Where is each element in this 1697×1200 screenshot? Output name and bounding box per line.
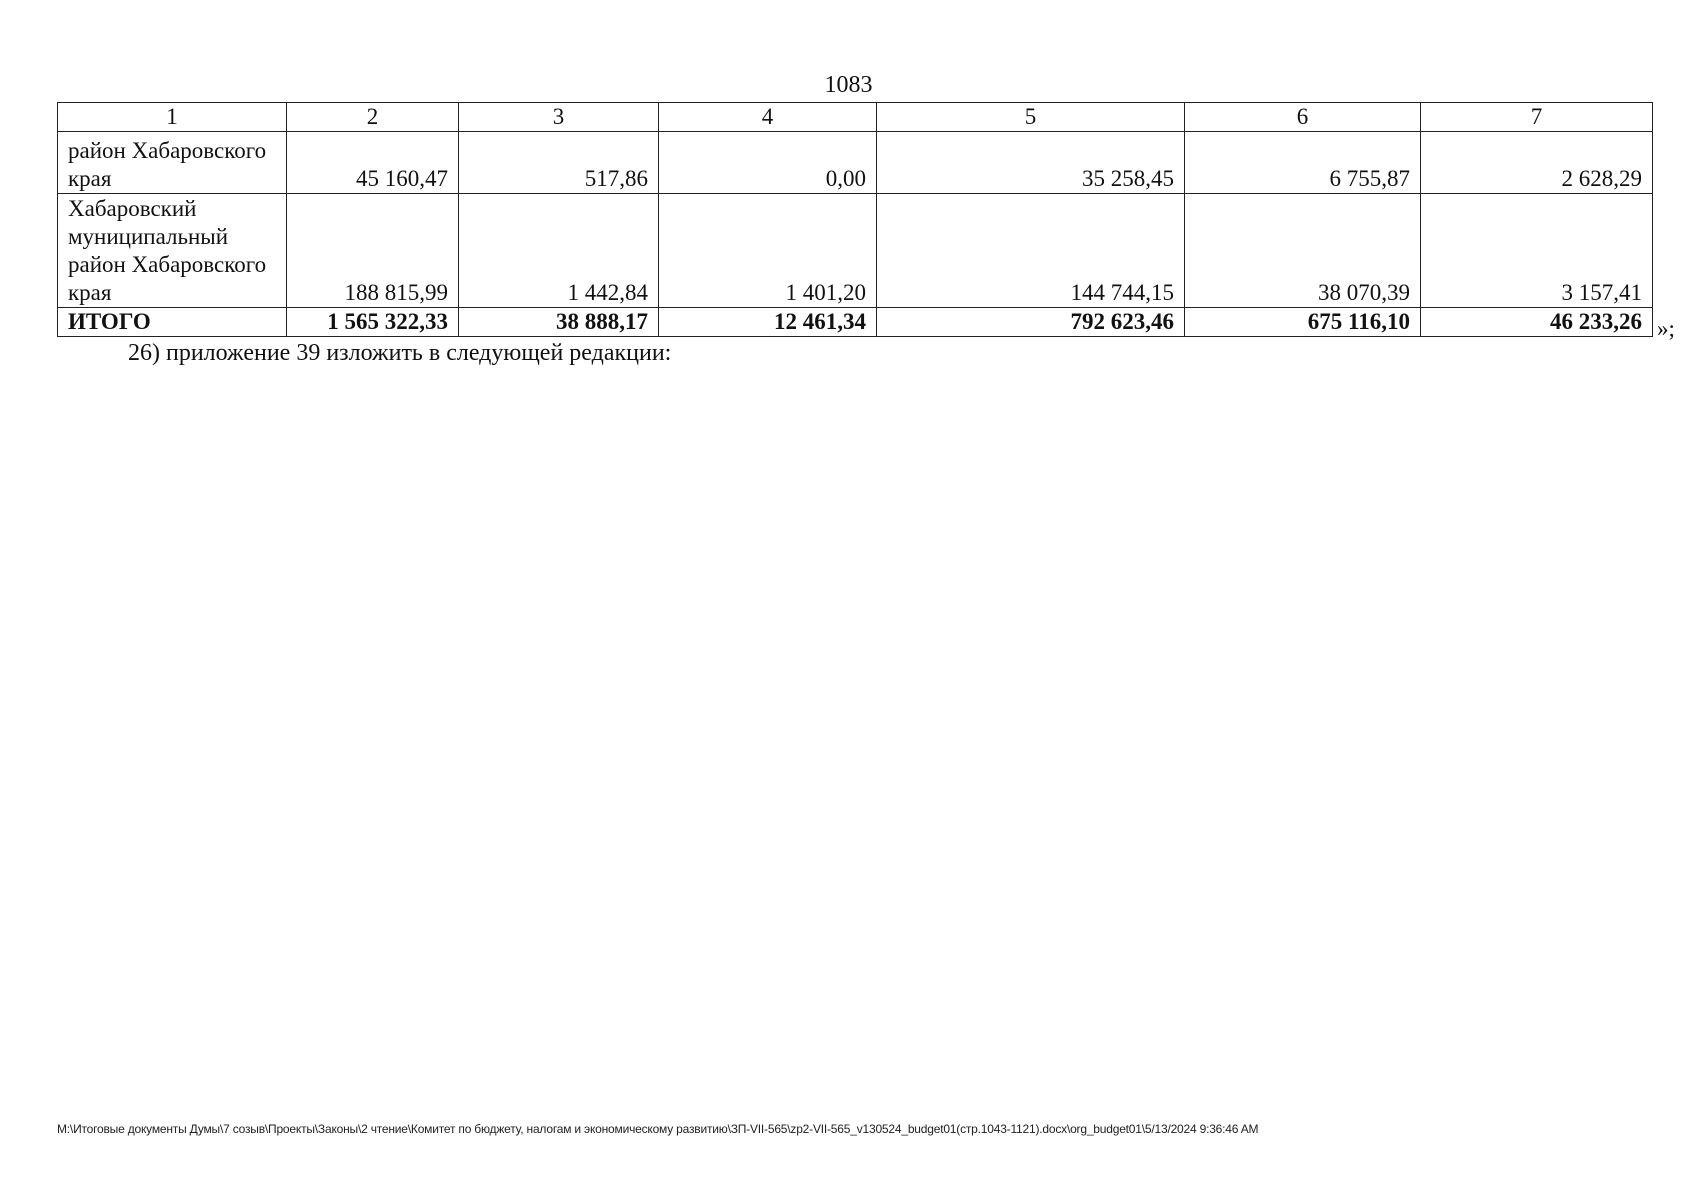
total-cell: 38 888,17: [459, 308, 659, 337]
table-cell: 1 401,20: [659, 194, 877, 308]
table-row: [58, 132, 1653, 194]
page-number: 1083: [824, 72, 873, 98]
row-name: район Хабаровского края: [58, 132, 287, 194]
table-cell: 1 442,84: [459, 194, 659, 308]
column-header: 7: [1421, 103, 1653, 132]
column-header: 6: [1185, 103, 1421, 132]
column-header: 5: [877, 103, 1185, 132]
total-cell: 792 623,46: [877, 308, 1185, 337]
total-label: ИТОГО: [58, 308, 287, 337]
table-cell: 2 628,29: [1421, 132, 1653, 194]
closing-quote-mark: »;: [1657, 316, 1675, 341]
total-cell: 12 461,34: [659, 308, 877, 337]
total-cell: 675 116,10: [1185, 308, 1421, 337]
total-cell: 46 233,26: [1421, 308, 1653, 337]
total-row: [58, 308, 1653, 337]
column-header: 2: [287, 103, 459, 132]
table-cell: 188 815,99: [287, 194, 459, 308]
column-header: 3: [459, 103, 659, 132]
table-cell: 38 070,39: [1185, 194, 1421, 308]
row-name: Хабаровский муниципальный район Хабаровского края: [58, 194, 287, 308]
table-cell: 517,86: [459, 132, 659, 194]
column-header: 1: [58, 103, 287, 132]
table-cell: 144 744,15: [877, 194, 1185, 308]
table-header-row: [58, 103, 1653, 132]
table-cell: 3 157,41: [1421, 194, 1653, 308]
table-cell: 35 258,45: [877, 132, 1185, 194]
footer-file-path: M:\Итоговые документы Думы\7 созыв\Проекты\Законы\2 чтение\Комитет по бюджету, налогам и экономическому развитию\ЗП-VII-565\zp2-VII-565_v130524_budget01(стр.1043-1121).docx\org_budget01\5/13/2024 9:36:46 AM: [57, 1122, 1259, 1136]
budget-table: [57, 102, 1653, 337]
amendment-paragraph: 26) приложение 39 изложить в следующей редакции:: [128, 340, 672, 366]
table-cell: 0,00: [659, 132, 877, 194]
table-row: [58, 194, 1653, 308]
total-cell: 1 565 322,33: [287, 308, 459, 337]
table-cell: 45 160,47: [287, 132, 459, 194]
table-cell: 6 755,87: [1185, 132, 1421, 194]
column-header: 4: [659, 103, 877, 132]
